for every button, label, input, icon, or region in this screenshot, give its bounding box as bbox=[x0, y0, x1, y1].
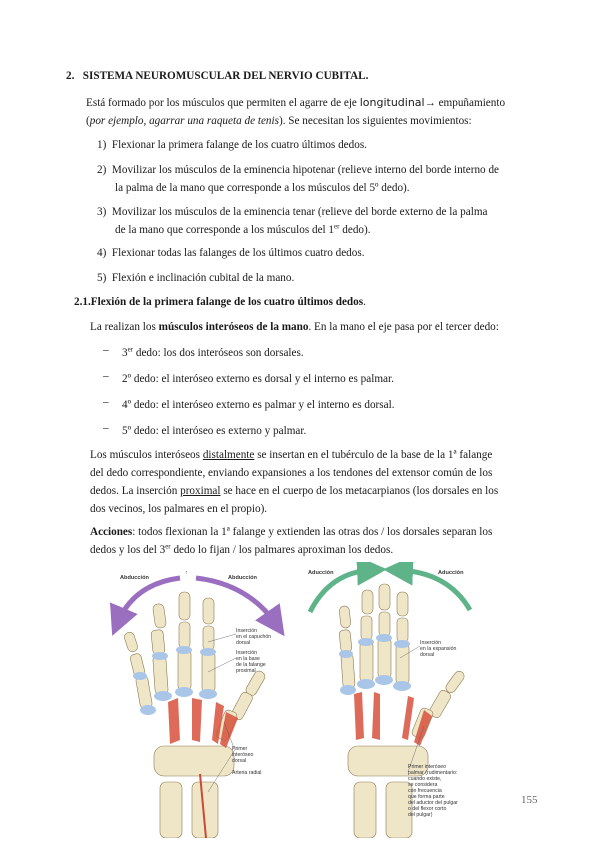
handwritten-annotation: longitudinal bbox=[359, 96, 425, 109]
bullet-item: 2º dedo: el interóseo externo es dorsal y el interno es palmar. bbox=[122, 373, 394, 385]
bullet-dash: – bbox=[103, 344, 109, 356]
abduction-label-left: Abducción bbox=[120, 575, 149, 581]
abduction-label-right: Abducción bbox=[228, 575, 257, 581]
arrow-glyph: → bbox=[424, 97, 436, 109]
insertion-line-3: dedos. La inserción proximal se hace en el cuerpo de los metacarpianos (los dorsales en los bbox=[90, 485, 499, 497]
insertion-line-4: dos vecinos, los palmares en el propio). bbox=[90, 503, 268, 515]
bullet-dash: – bbox=[103, 422, 109, 434]
actions-line-2: dedos y los del 3er dedo lo fijan / los palmares aproximan los dedos. bbox=[90, 542, 394, 556]
section-heading: 2. SISTEMA NEUROMUSCULAR DEL NERVIO CUBITAL. bbox=[66, 70, 369, 82]
label-arteria-radial: Arteria radial bbox=[232, 770, 262, 776]
label-insercion-expansion: Inserción en la expansión dorsal bbox=[420, 640, 457, 658]
section-title: SISTEMA NEUROMUSCULAR DEL NERVIO CUBITAL bbox=[82, 70, 366, 82]
section-number: 2. bbox=[66, 70, 75, 82]
adduction-arrow-right bbox=[398, 570, 470, 610]
adduction-label-right: Aducción bbox=[438, 570, 464, 576]
svg-text:↑: ↑ bbox=[185, 570, 188, 576]
list-item: 2) Movilizar los músculos de la eminencia hipotenar (relieve interno del borde interno de bbox=[97, 164, 500, 176]
intro-line-2: (por ejemplo, agarrar una raqueta de tenis). Se necesitan los siguientes movimientos: bbox=[86, 115, 472, 127]
page-number: 155 bbox=[521, 794, 538, 806]
intro-line-1: Está formado por los músculos que permiten el agarre de eje longitudinal→ empuñamiento bbox=[86, 96, 506, 109]
list-item: 3) Movilizar los músculos de la eminencia tenar (relieve del borde externo de la palma bbox=[97, 206, 488, 218]
list-item: 1) Flexionar la primera falange de los cuatro últimos dedos. bbox=[97, 139, 367, 151]
bullet-item: 4º dedo: el interóseo externo es palmar y el interno es dorsal. bbox=[122, 399, 395, 411]
abduction-arrow-left bbox=[118, 578, 180, 622]
palmar-interossei-illustration bbox=[300, 562, 500, 838]
list-item-continuation: la palma de la mano que corresponde a los músculos del 5º dedo). bbox=[115, 182, 410, 194]
sub-intro: La realizan los músculos interóseos de la mano. En la mano el eje pasa por el tercer dedo: bbox=[90, 321, 499, 333]
actions-line-1: Acciones: todos flexionan la 1ª falange y extienden las otras dos / los dorsales separan los bbox=[90, 526, 493, 538]
bullet-dash: – bbox=[103, 370, 109, 382]
label-primer-interoseo-palmar: Primer interóseo palmar (rudimentario: cuando existe, se considera con frecuencia que forma parte del aductor del pulgar o del flexor corto del pulgar) bbox=[408, 764, 458, 818]
bullet-dash: – bbox=[103, 396, 109, 408]
dorsal-interossei-illustration bbox=[108, 562, 300, 838]
list-item-continuation: de la mano que corresponde a los músculos del 1er dedo). bbox=[115, 222, 371, 236]
insertion-line-1: Los músculos interóseos distalmente se insertan en el tubérculo de la base de la 1ª falange bbox=[90, 449, 493, 461]
list-item: 4) Flexionar todas las falanges de los últimos cuatro dedos. bbox=[97, 247, 365, 259]
insertion-line-2: del dedo correspondiente, enviando expansiones a los tendones del extensor común de los bbox=[90, 467, 493, 479]
list-item: 5) Flexión e inclinación cubital de la mano. bbox=[97, 272, 295, 284]
label-insercion-capuchon: Inserción en el capuchón dorsal bbox=[236, 628, 272, 646]
dorsal-interossei-muscles bbox=[168, 698, 238, 748]
label-insercion-base: Inserción en la base de la falange proximal bbox=[236, 650, 266, 674]
adduction-label-left: Aducción bbox=[308, 570, 334, 576]
bullet-item: 3er dedo: los dos interóseos son dorsales. bbox=[122, 345, 304, 359]
label-primer-interoseo-dorsal: Primer interóseo dorsal bbox=[232, 746, 254, 764]
subsection-heading: 2.1.Flexión de la primera falange de los cuatro últimos dedos. bbox=[74, 296, 366, 308]
bullet-item: 5º dedo: el interóseo es externo y palmar. bbox=[122, 425, 307, 437]
